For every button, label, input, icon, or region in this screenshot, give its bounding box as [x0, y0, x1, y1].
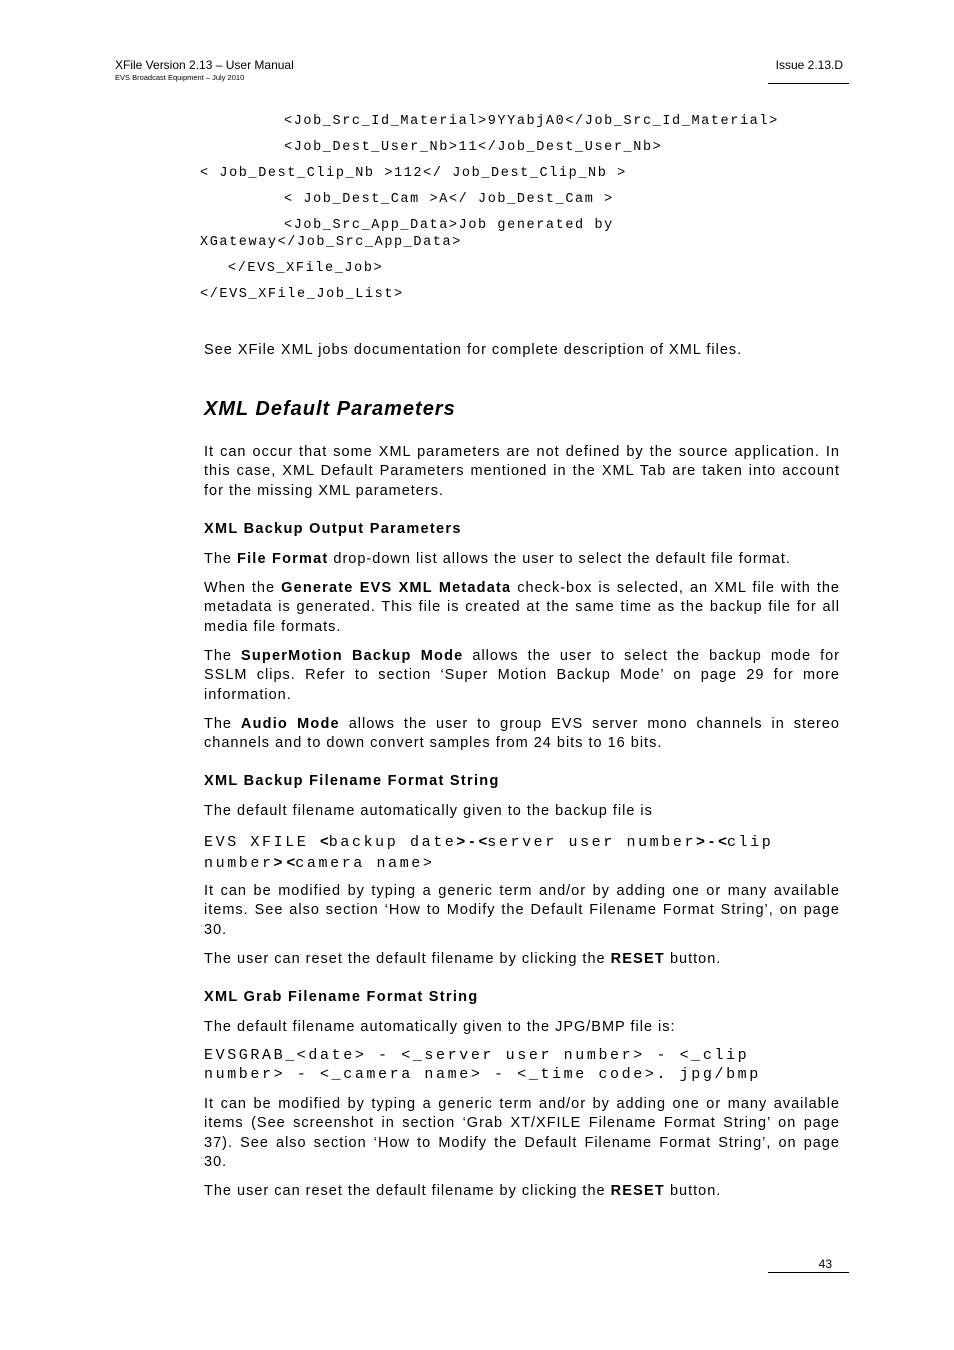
code-line-dest-cam: < Job_Dest_Cam >A</ Job_Dest_Cam > — [284, 192, 614, 207]
code-line-dest-user-nb: <Job_Dest_User_Nb>11</Job_Dest_User_Nb> — [284, 140, 663, 155]
audio-mode-paragraph: The Audio Mode allows the user to group EVS server mono channels in stereo channels and to down convert samples from 24 bits to 16 bits. — [204, 716, 840, 752]
code-line-src-app-data-cont: XGateway</Job_Src_App_Data> — [200, 235, 462, 250]
document-subtitle: EVS Broadcast Equipment – July 2010 — [115, 73, 245, 82]
backup-filename-modify: It can be modified by typing a generic term and/or by adding one or many available items. See also section ‘How to Modify the Default Filename Format String’, on page 30. — [204, 883, 840, 938]
backup-filename-intro: The default filename automatically given to the backup file is — [204, 803, 653, 819]
section-intro: It can occur that some XML parameters are not defined by the source application. In this case, XML Default Parameters mentioned in the XML Tab are taken into account for the missing XML parameters. — [204, 444, 840, 499]
generate-metadata-paragraph: When the Generate EVS XML Metadata check-box is selected, an XML file with the metadata is generated. This file is created at the same time as the backup file for all media file formats. — [204, 580, 840, 635]
code-line-job-close: </EVS_XFile_Job> — [228, 261, 384, 276]
backup-filename-format: EVS XFILE <backup date> - <server user number> - <clip number> <camera name> — [204, 833, 774, 872]
footer-rule — [768, 1272, 849, 1273]
document-title: XFile Version 2.13 – User Manual — [115, 58, 294, 72]
file-format-paragraph: The File Format drop-down list allows the user to select the default file format. — [204, 551, 791, 567]
grab-filename-format-line1: EVSGRAB_<date> - <_server user number> - <_clip — [204, 1047, 750, 1064]
code-line-src-app-data: <Job_Src_App_Data>Job generated by — [284, 218, 614, 233]
supermotion-paragraph: The SuperMotion Backup Mode allows the user to select the backup mode for SSLM clips. Refer to section ‘Super Motion Backup Mode’ on page 29 for more information. — [204, 648, 841, 703]
issue-label: Issue 2.13.D — [775, 58, 843, 72]
backup-output-heading: XML Backup Output Parameters — [204, 521, 462, 537]
grab-filename-reset: The user can reset the default filename by clicking the RESET button. — [204, 1183, 722, 1199]
grab-filename-modify: It can be modified by typing a generic term and/or by adding one or many available items (See screenshot in section ‘Grab XT/XFILE Filename Format String’ on page 37). See also section ‘How to Modify the Default Filename Format String’, on page 30. — [204, 1096, 840, 1170]
grab-filename-intro: The default filename automatically given to the JPG/BMP file is: — [204, 1019, 676, 1035]
grab-filename-format-line2: number> - <_camera name> - <_time code>. jpg/bmp — [204, 1066, 761, 1083]
header-rule — [768, 83, 849, 84]
code-line-dest-clip-nb: < Job_Dest_Clip_Nb >112</ Job_Dest_Clip_Nb > — [200, 166, 627, 181]
section-heading: XML Default Parameters — [204, 398, 456, 420]
grab-filename-heading: XML Grab Filename Format String — [204, 989, 479, 1005]
page-number: 43 — [818, 1257, 832, 1271]
backup-filename-reset: The user can reset the default filename by clicking the RESET button. — [204, 951, 722, 967]
see-also-paragraph: See XFile XML jobs documentation for complete description of XML files. — [204, 342, 743, 358]
code-line-src-id-material: <Job_Src_Id_Material>9YYabjA0</Job_Src_Id_Material> — [284, 114, 779, 129]
code-line-job-list-close: </EVS_XFile_Job_List> — [200, 287, 404, 302]
backup-filename-heading: XML Backup Filename Format String — [204, 773, 500, 789]
